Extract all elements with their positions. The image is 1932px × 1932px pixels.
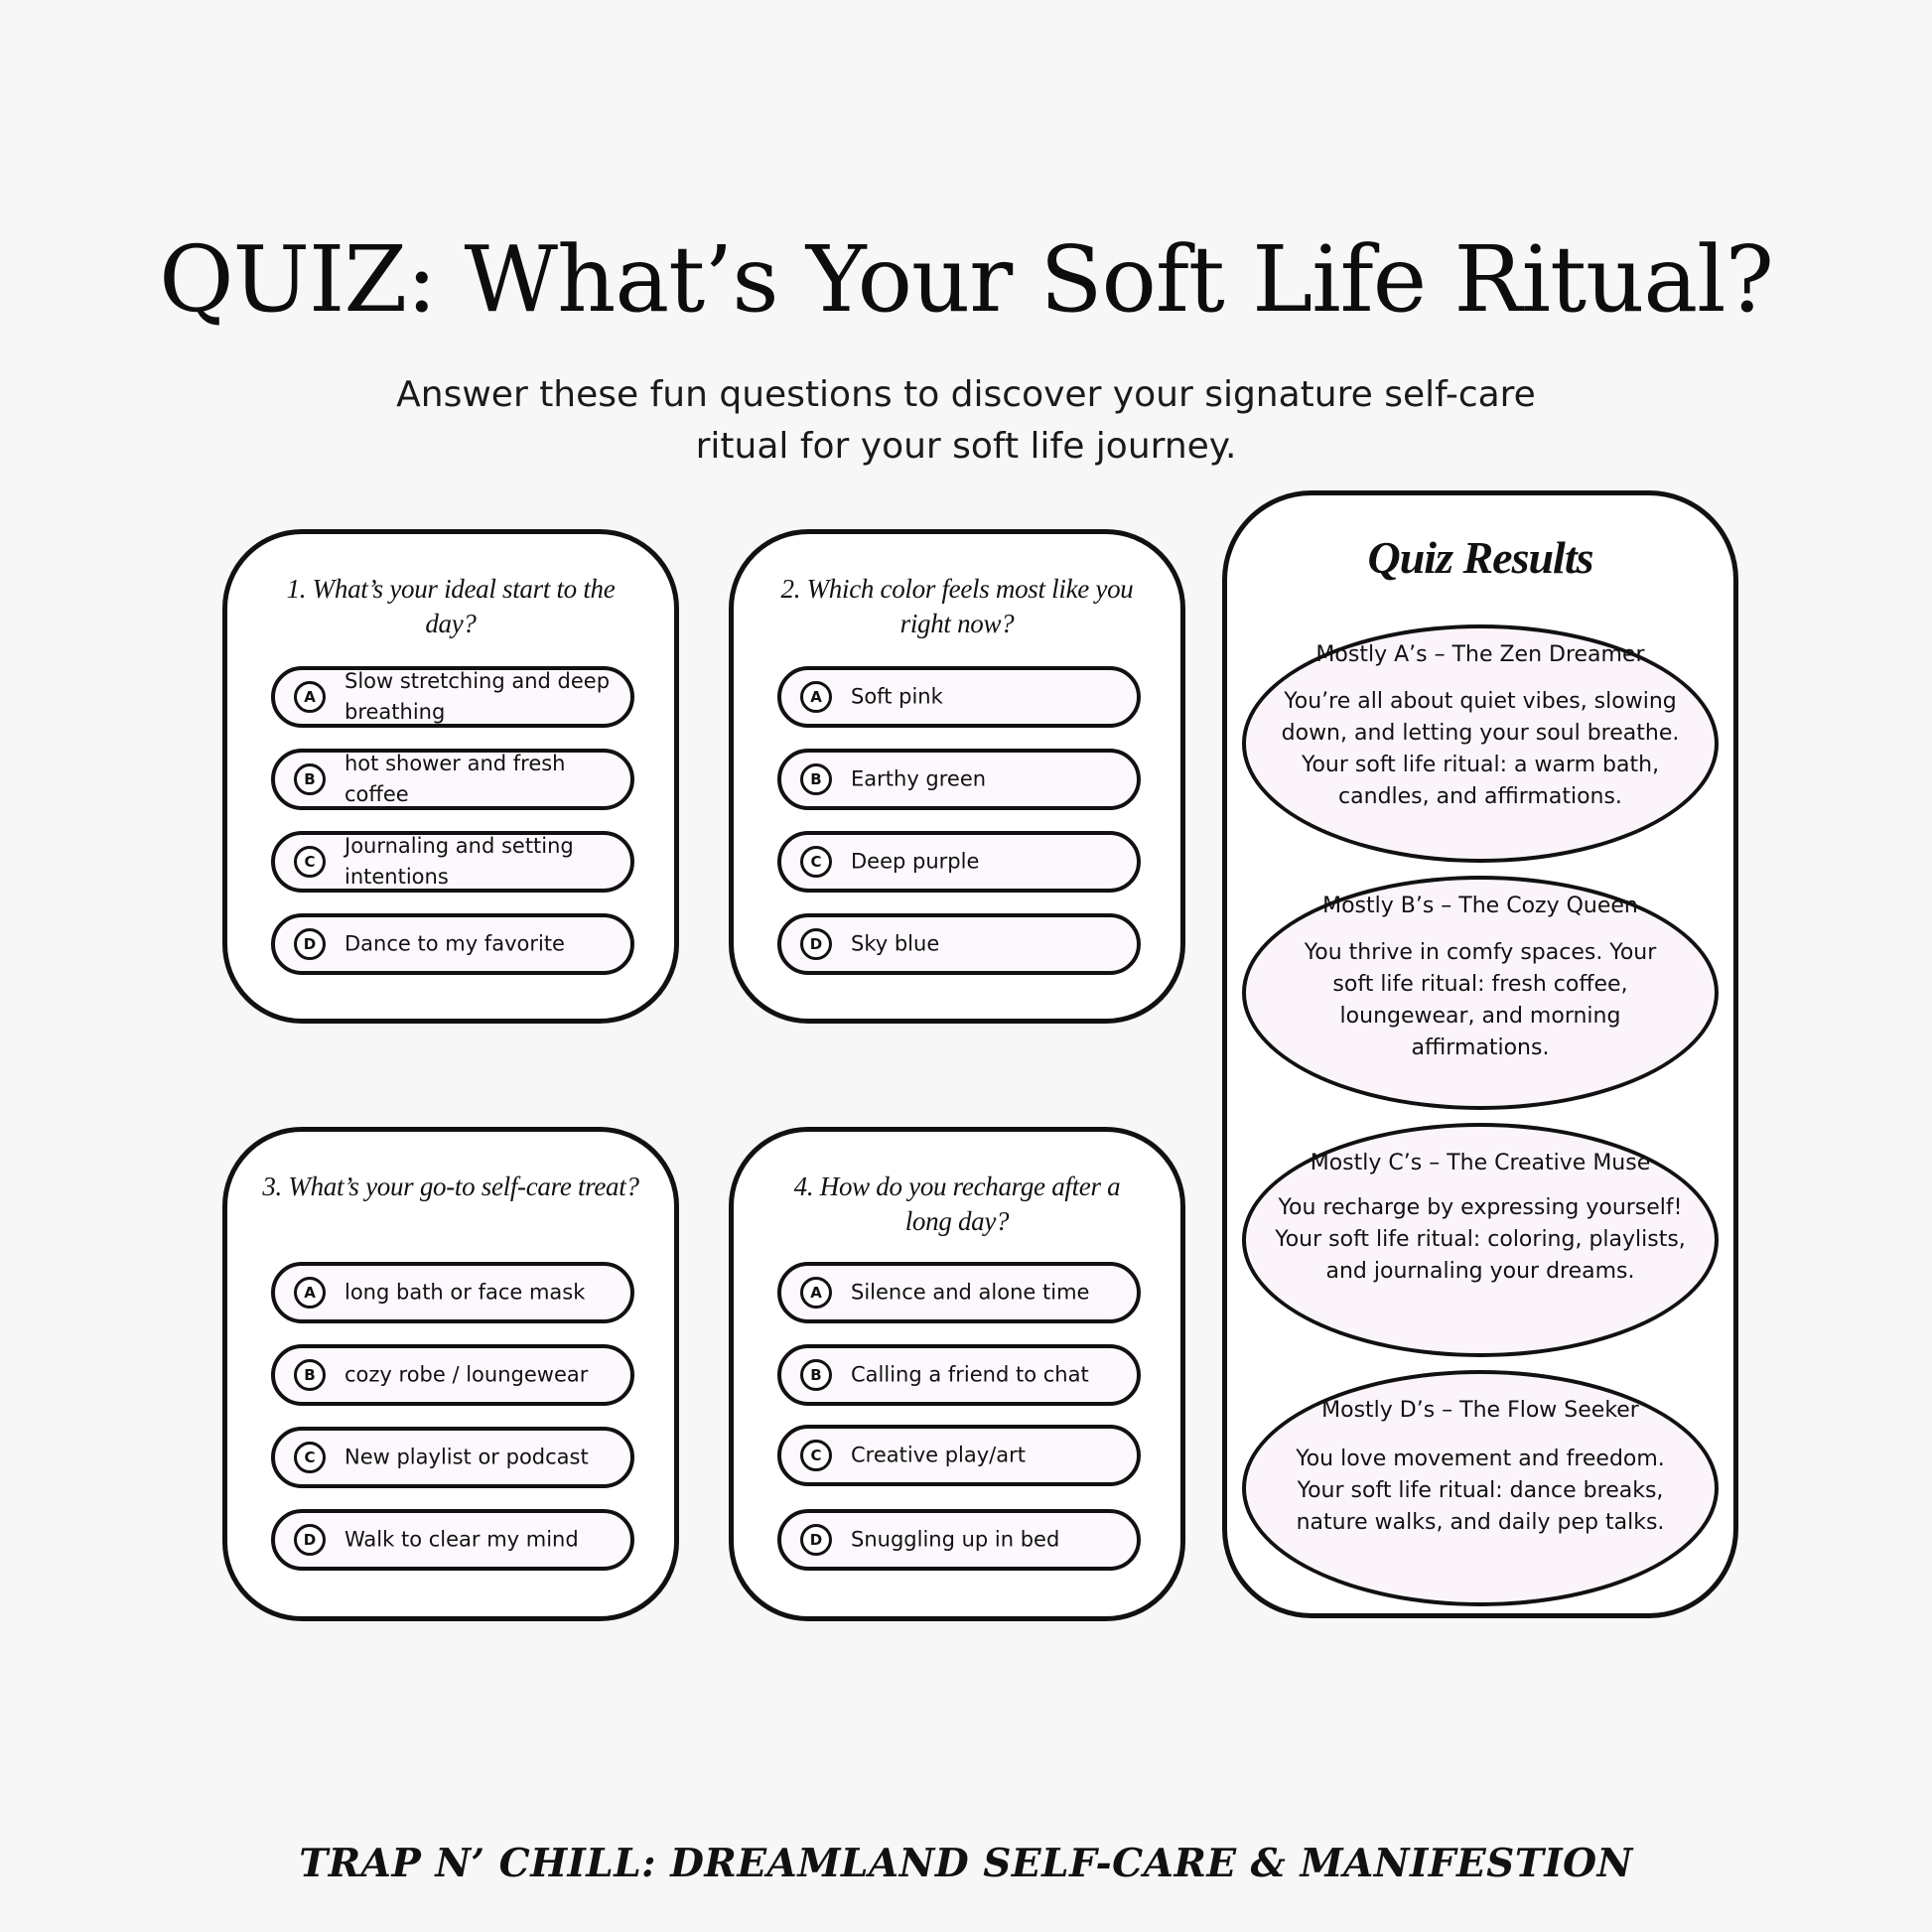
option-d[interactable] <box>777 913 1141 975</box>
question-text: 4. How do you recharge after a long day? <box>793 1172 1121 1236</box>
option-d[interactable] <box>271 913 634 975</box>
option-label: Calling a friend to chat <box>851 1362 1089 1387</box>
option-label: cozy robe / loungewear <box>345 1362 589 1387</box>
option-letter-badge: A <box>294 1277 326 1309</box>
option-b[interactable] <box>271 1344 634 1406</box>
option-c[interactable] <box>777 1425 1141 1486</box>
option-c[interactable] <box>271 831 634 893</box>
option-d[interactable] <box>271 1509 634 1571</box>
option-label: New playlist or podcast <box>345 1445 589 1469</box>
question-card-4 <box>729 1127 1185 1621</box>
option-letter-badge: B <box>294 763 326 795</box>
option-letter-badge: D <box>294 1524 326 1556</box>
option-label: Earthy green <box>851 766 987 791</box>
result-description: You recharge by expressing yourself! Your soft life ritual: coloring, playlists, and journaling your dreams. <box>1275 1195 1686 1284</box>
results-title: Quiz Results <box>1367 532 1593 583</box>
option-label: Deep purple <box>851 849 980 874</box>
footer-brand-text: TRAP N’ CHILL: DREAMLAND SELF-CARE & MANIFESTION <box>299 1841 1633 1886</box>
question-text: 2. Which color feels most like you right now? <box>780 574 1134 638</box>
option-d[interactable] <box>777 1509 1141 1571</box>
option-letter-badge: B <box>800 1359 832 1391</box>
option-letter-badge: C <box>294 846 326 878</box>
question-text: 1. What’s your ideal start to the day? <box>286 574 616 638</box>
option-letter-badge: D <box>800 1524 832 1556</box>
option-a[interactable] <box>777 666 1141 728</box>
option-label: Walk to clear my mind <box>345 1527 579 1552</box>
result-heading: Mostly A’s – The Zen Dreamer <box>1315 642 1645 667</box>
result-mostly-c <box>1242 1123 1719 1357</box>
question-card-1 <box>222 529 679 1024</box>
option-letter-badge: B <box>800 763 832 795</box>
question-card-3 <box>222 1127 679 1621</box>
option-label: Snuggling up in bed <box>851 1527 1060 1552</box>
result-mostly-d <box>1242 1370 1719 1606</box>
option-letter-badge: A <box>800 1277 832 1309</box>
option-letter-badge: D <box>800 928 832 960</box>
quiz-results-card <box>1222 490 1738 1618</box>
result-mostly-a <box>1242 624 1719 863</box>
option-label: hot shower and fresh coffee <box>345 752 566 806</box>
option-b[interactable] <box>777 749 1141 810</box>
option-label: Creative play/art <box>851 1443 1026 1467</box>
option-label: Dance to my favorite <box>345 931 565 956</box>
option-c[interactable] <box>271 1427 634 1488</box>
option-label: Silence and alone time <box>851 1280 1090 1305</box>
result-heading: Mostly C’s – The Creative Muse <box>1310 1151 1651 1175</box>
option-letter-badge: D <box>294 928 326 960</box>
option-b[interactable] <box>777 1344 1141 1406</box>
page-subtitle: Answer these fun questions to discover your signature self-care ritual for your soft life journey. <box>396 374 1536 467</box>
result-description: You love movement and freedom. Your soft life ritual: dance breaks, nature walks, and daily pep talks. <box>1296 1447 1665 1535</box>
option-a[interactable] <box>777 1262 1141 1323</box>
result-description: You thrive in comfy spaces. Your soft life ritual: fresh coffee, loungewear, and morning affirmations. <box>1304 940 1657 1060</box>
option-label: long bath or face mask <box>345 1280 586 1305</box>
option-letter-badge: C <box>800 846 832 878</box>
option-a[interactable] <box>271 666 634 728</box>
option-label: Journaling and setting intentions <box>345 834 574 889</box>
option-label: Sky blue <box>851 931 940 956</box>
result-heading: Mostly D’s – The Flow Seeker <box>1321 1398 1639 1423</box>
question-text: 3. What’s your go-to self-care treat? <box>262 1172 639 1201</box>
option-letter-badge: A <box>294 681 326 713</box>
result-mostly-b <box>1242 876 1719 1110</box>
option-letter-badge: B <box>294 1359 326 1391</box>
option-b[interactable] <box>271 749 634 810</box>
result-heading: Mostly B’s – The Cozy Queen <box>1322 894 1638 918</box>
option-label: Soft pink <box>851 684 943 709</box>
option-letter-badge: C <box>294 1442 326 1473</box>
question-card-2 <box>729 529 1185 1024</box>
page-title: QUIZ: What’s Your Soft Life Ritual? <box>159 226 1773 333</box>
option-letter-badge: C <box>800 1440 832 1471</box>
option-label: Slow stretching and deep breathing <box>345 669 611 724</box>
result-description: You’re all about quiet vibes, slowing down, and letting your soul breathe. Your soft life ritual: a warm bath, candles, and affirmations. <box>1281 689 1680 809</box>
option-c[interactable] <box>777 831 1141 893</box>
option-letter-badge: A <box>800 681 832 713</box>
option-a[interactable] <box>271 1262 634 1323</box>
